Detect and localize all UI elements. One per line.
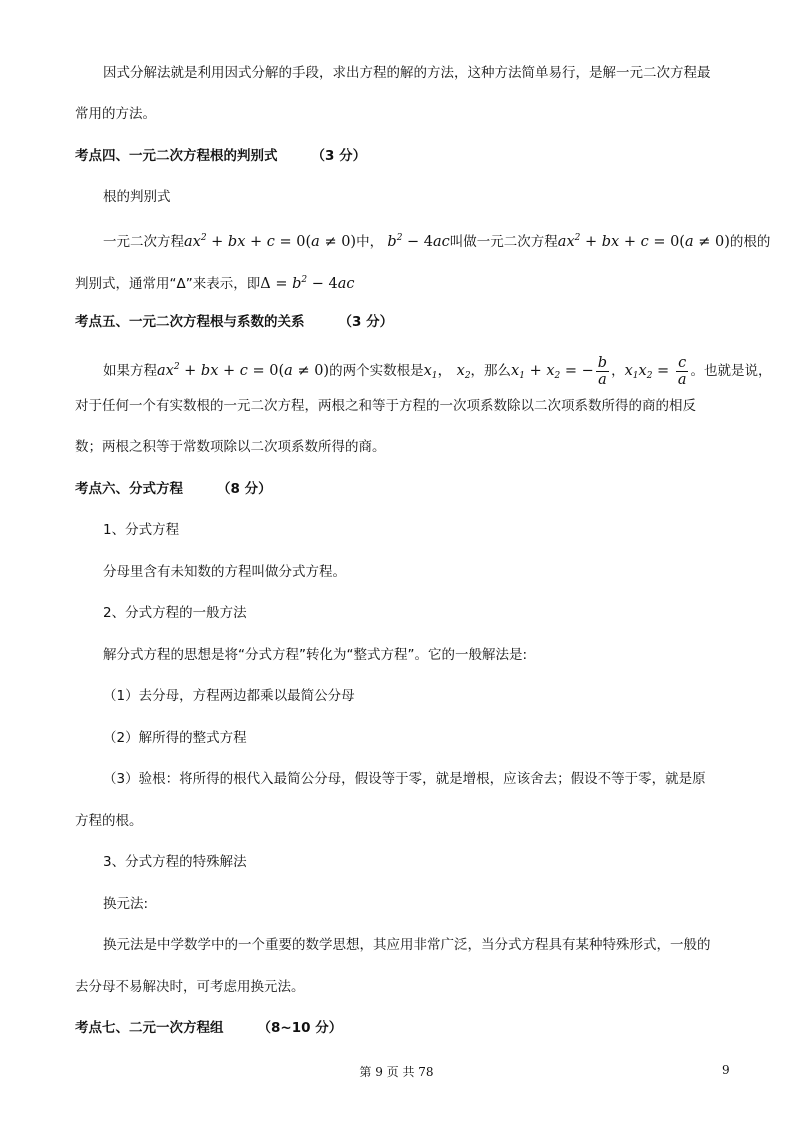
heading-score: （8 分） [217,481,272,497]
page-number: 9 [722,1063,730,1077]
paragraph-line: 分母里含有未知数的方程叫做分式方程。 [103,564,346,580]
section-heading-6 [75,479,272,499]
discriminant-line-1: 一元二次方程$ax^2$ + bx + c = 0(a ≠ 0)中， $b^2 - 4ac$叫做一元二次方程$ax^2$ + bx + c = 0(a ≠ 0)的根的 [103,233,771,250]
heading-title: 考点七、二元一次方程组 [75,1020,224,1036]
quadratic-equation-formula: $ax^2$ + bx + c = 0(a ≠ 0) [157,362,330,379]
paragraph-line: 对于任何一个有实数根的一元二次方程，两根之和等于方程的一次项系数除以二次项系数所得的商的相反 [75,398,696,414]
heading-title: 考点四、一元二次方程根的判别式 [75,148,278,164]
root-product-formula: $x_1x_2$ = $\frac{c}{a}$ [624,354,687,388]
paragraph-line: 换元法是中学数学中的一个重要的数学思想，其应用非常广泛，当分式方程具有某种特殊形式，一般的 [103,937,711,953]
delta-formula: $\Delta = b^2 - 4ac$ [260,275,355,292]
paragraph-line: 去分母不易解决时，可考虑用换元法。 [75,979,305,995]
roots-formula: $x_1$， $x_2$ [423,363,471,381]
section-heading-7 [75,1018,342,1038]
subheading: 根的判别式 [103,189,171,205]
discriminant-line-2: 判别式，通常用“Δ”来表示，即$\Delta = b^2 - 4ac$ [75,275,355,292]
discriminant-formula: $b^2 - 4ac$ [387,233,450,250]
quadratic-equation-formula: $ax^2$ + bx + c = 0(a ≠ 0) [557,233,730,250]
paragraph-line: 解分式方程的思想是将“分式方程”转化为“整式方程”。它的一般解法是: [103,647,528,663]
vieta-line-1: 如果方程$ax^2$ + bx + c = 0(a ≠ 0)的两个实数根是$x_1$， $x_2$，那么$x_1 + x_2$ = − $\frac{b}{a}$ ，$x_1x_2$ = $\frac{c}{a}$ 。也就是说， [103,354,772,388]
section-heading-5 [75,312,393,332]
heading-score: （3 分） [338,314,394,330]
subheading: 3、分式方程的特殊解法 [103,854,247,870]
heading-score: （3 分） [311,148,367,164]
step-item: （3）验根：将所得的根代入最简公分母，假设等于零，就是增根，应该舍去；假设不等于零，就是原 [103,771,706,787]
paragraph-line: 因式分解法就是利用因式分解的手段，求出方程的解的方法，这种方法简单易行，是解一元二次方程最 [103,65,711,81]
heading-title: 考点六、分式方程 [75,481,183,497]
section-heading-4 [75,146,366,166]
paragraph-line: 数；两根之积等于常数项除以二次项系数所得的商。 [75,439,386,455]
heading-title: 考点五、一元二次方程根与系数的关系 [75,314,305,330]
paragraph-line: 方程的根。 [75,813,143,829]
heading-score: （8~10 分） [257,1020,343,1036]
subheading: 1、分式方程 [103,522,180,538]
step-item: （1）去分母，方程两边都乘以最简公分母 [103,688,355,704]
subheading: 2、分式方程的一般方法 [103,605,247,621]
step-item: （2）解所得的整式方程 [103,730,247,746]
page-footer: 第 9 页 共 78 [359,1065,434,1079]
root-sum-formula: $x_1 + x_2$ = − $\frac{b}{a}$ [511,354,608,388]
paragraph-line: 常用的方法。 [75,106,156,122]
quadratic-equation-formula: $ax^2$ + bx + c = 0(a ≠ 0) [184,233,357,250]
subheading: 换元法: [103,896,149,912]
